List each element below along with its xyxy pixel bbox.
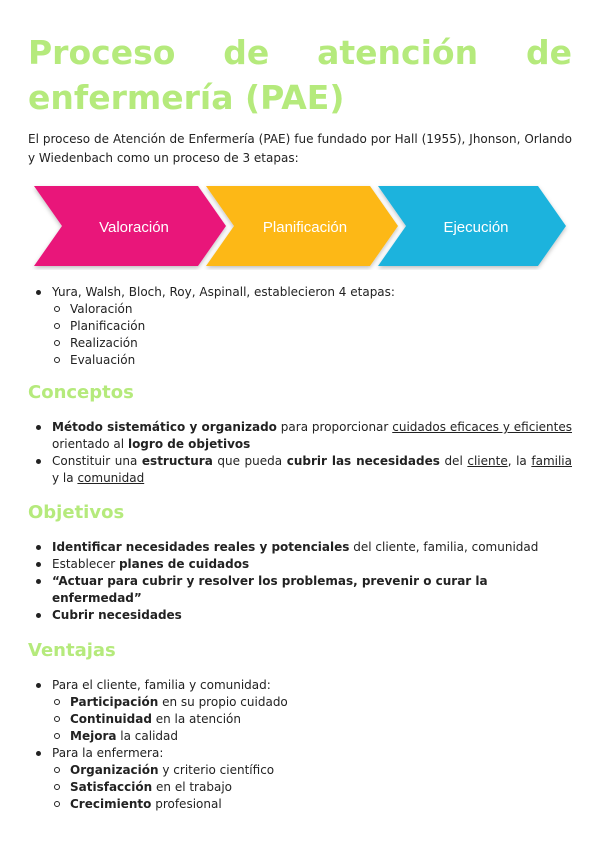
list-item: Constituir una estructura que pueda cubrir las necesidades del cliente, la familia y la comunidad (28, 453, 572, 487)
page-title (28, 30, 572, 120)
stage-arrow-2 (206, 186, 398, 266)
list-item: Continuidad en la atención (52, 711, 572, 728)
stage-arrow-1 (34, 186, 226, 266)
ventajas-list (28, 677, 572, 813)
document-page (28, 0, 572, 813)
stage-label: Ejecución (443, 219, 509, 236)
list-item: Identificar necesidades reales y potenciales del cliente, familia, comunidad (28, 539, 572, 556)
intro-paragraph: El proceso de Atención de Enfermería (PAE) fue fundado por Hall (1955), Jhonson, Orlando y Wiedenbach como un proceso de 3 etapas: (28, 132, 572, 165)
list-item: “Actuar para cubrir y resolver los problemas, prevenir o curar la enfermedad” (28, 573, 572, 607)
list-item: Evaluación (52, 352, 572, 369)
list-item: Realización (52, 335, 572, 352)
sub-list (52, 301, 572, 369)
list-item: Participación en su propio cuidado (52, 694, 572, 711)
title-line-1 (28, 30, 572, 75)
list-item: Crecimiento profesional (52, 796, 572, 813)
stages-list (28, 284, 572, 369)
list-item: Método sistemático y organizado para proporcionar cuidados eficaces y eficientes orientado al logro de objetivos (28, 419, 572, 453)
section-heading-ventajas: Ventajas (28, 640, 116, 661)
sub-list (52, 694, 572, 745)
list-item: Planificación (52, 318, 572, 335)
objetivos-list (28, 539, 572, 624)
title-word: Proceso (28, 33, 176, 72)
list-item: Mejora la calidad (52, 728, 572, 745)
sub-list (52, 762, 572, 813)
list-item: Cubrir necesidades (28, 607, 572, 624)
title-line-2: enfermería (PAE) (28, 78, 345, 117)
stages-arrow-diagram (30, 182, 570, 270)
title-word: atención (317, 33, 479, 72)
list-item: Valoración (52, 301, 572, 318)
list-item: Yura, Walsh, Bloch, Roy, Aspinall, establecieron 4 etapas: Valoración Planificación Realización Evaluación (28, 284, 572, 369)
title-word: de (525, 33, 572, 72)
stage-label: Valoración (99, 219, 169, 236)
stage-label: Planificación (262, 219, 348, 236)
section-heading-objetivos: Objetivos (28, 502, 125, 523)
list-item: Para la enfermera: Organización y criterio científico Satisfacción en el trabajo Crecimiento profesional (28, 745, 572, 813)
title-word: de (223, 33, 270, 72)
list-item: Establecer planes de cuidados (28, 556, 572, 573)
section-heading-conceptos: Conceptos (28, 382, 134, 403)
list-item: Satisfacción en el trabajo (52, 779, 572, 796)
stage-arrow-3 (378, 186, 566, 266)
conceptos-list (28, 419, 572, 487)
list-item: Para el cliente, familia y comunidad: Participación en su propio cuidado Continuidad en la atención Mejora la calidad (28, 677, 572, 745)
list-item: Organización y criterio científico (52, 762, 572, 779)
